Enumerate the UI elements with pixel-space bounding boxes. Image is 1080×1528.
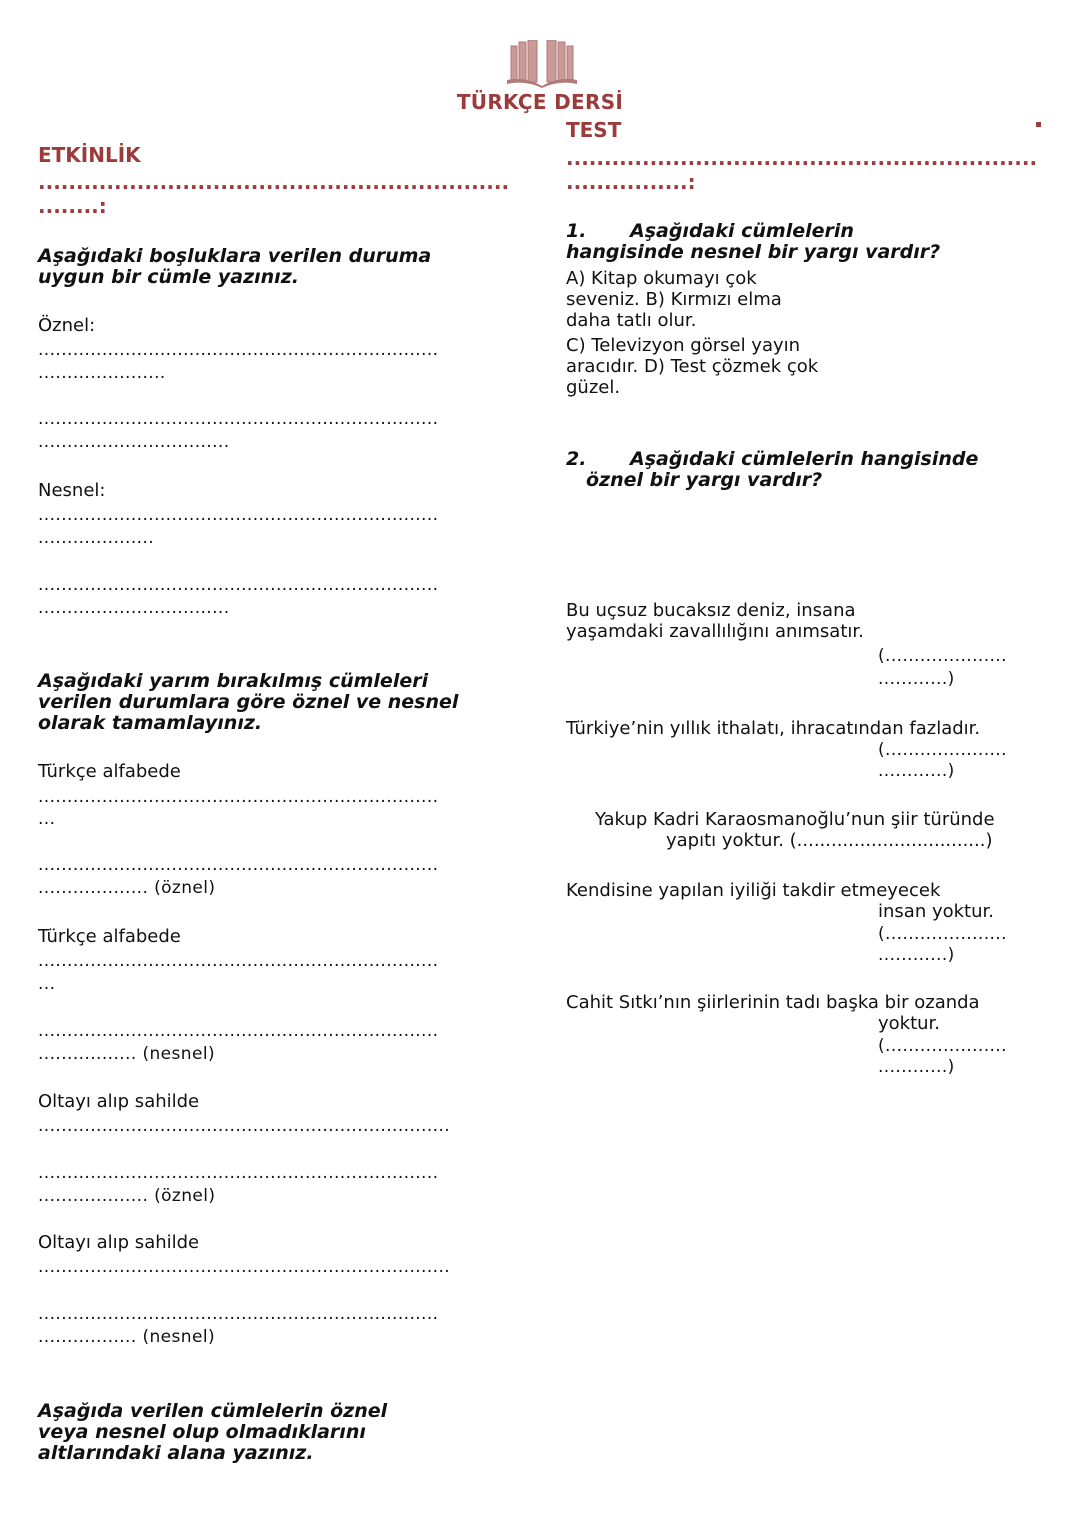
write-line-end: ... [38,809,56,829]
write-line-end: ................................. [38,598,230,618]
answer-blank[interactable]: (..................... [878,1036,1007,1056]
sentence-5: Cahit Sıtkı’nın şiirlerinin tadı başka bir ozanda [566,992,980,1013]
write-line-end: .................... [38,528,155,548]
sentence-5-cont: yoktur. [878,1013,941,1034]
question-number: 1. [566,220,587,242]
answer-blank[interactable]: (..................... [878,924,1007,944]
write-line-end: ................................. [38,432,230,452]
write-line[interactable]: ..................................................................... [38,340,439,360]
test-heading-dots-end: ................: [566,170,696,194]
activity-heading-dots: .............................................................. [38,170,510,194]
answer-blank-end: ............) [878,945,955,965]
write-line-end: ... [38,974,56,994]
write-line-end: ...................... [38,363,166,383]
instruction-1: Aşağıdaki boşluklara verilen duruma uygun bir cümle yazınız. [38,245,432,288]
item-prompt: Türkçe alfabede [38,926,181,947]
label-oznel: Öznel: [38,315,96,336]
question-2 [566,449,978,470]
label-nesnel: Nesnel: [38,480,106,501]
item-prompt: Oltayı alıp sahilde [38,1232,200,1253]
question-2-cont: öznel bir yargı vardır? [586,469,823,491]
write-line[interactable]: ..................................................................... [38,1021,439,1041]
test-heading-dots: .............................................................. [566,146,1038,170]
write-line[interactable]: ..................................................................... [38,855,439,875]
question-1-options-ab: A) Kitap okumayı çok seveniz. B) Kırmızı elma daha tatlı olur. [566,268,782,331]
answer-blank-end: ............) [878,1057,955,1077]
item-prompt: Oltayı alıp sahilde [38,1091,200,1112]
question-text: Aşağıdaki cümlelerin hangisinde [630,448,979,470]
write-line[interactable]: ..................................................................... [38,505,439,525]
write-line[interactable]: ....................................................................... [38,1116,451,1136]
write-line-label: ................... (öznel) [38,878,216,898]
question-number: 2. [566,448,587,470]
test-heading: TEST [566,118,622,142]
answer-blank-end: ............) [878,669,955,689]
question-1 [566,221,854,242]
answer-blank[interactable]: (..................... [878,740,1007,760]
write-line[interactable]: ..................................................................... [38,1304,439,1324]
write-line[interactable]: ..................................................................... [38,951,439,971]
write-line[interactable]: ..................................................................... [38,787,439,807]
sentence-4-cont: insan yoktur. [878,901,994,922]
question-text: Aşağıdaki cümlelerin [630,220,854,242]
item-prompt: Türkçe alfabede [38,761,181,782]
write-line[interactable]: ..................................................................... [38,575,439,595]
open-book-icon [505,40,579,88]
activity-heading-dots-end: ........: [38,194,107,218]
write-line[interactable]: ..................................................................... [38,409,439,429]
instruction-3: Aşağıda verilen cümlelerin öznel veya nesnel olup olmadıklarını altlarındaki alana yazınız. [38,1400,388,1464]
corner-dot [1036,122,1041,127]
answer-blank[interactable]: (..................... [878,646,1007,666]
sentence-3-blank[interactable]: yapıtı yoktur. (.................................) [666,830,993,851]
question-1-cont: hangisinde nesnel bir yargı vardır? [566,241,941,263]
write-line-label: ................... (öznel) [38,1186,216,1206]
write-line[interactable]: ..................................................................... [38,1163,439,1183]
question-1-options-cd: C) Televizyon görsel yayın aracıdır. D) Test çözmek çok güzel. [566,335,819,398]
answer-blank-end: ............) [878,761,955,781]
sentence-4: Kendisine yapılan iyiliği takdir etmeyecek [566,880,941,901]
write-line-label: ................. (nesnel) [38,1327,215,1347]
sentence-2: Türkiye’nin yıllık ithalatı, ihracatından fazladır. [566,718,981,739]
brand-title: TÜRKÇE DERSİ [456,90,624,114]
instruction-2: Aşağıdaki yarım bırakılmış cümleleri verilen durumlara göre öznel ve nesnel olarak tamamlayınız. [38,670,459,734]
write-line-label: ................. (nesnel) [38,1044,215,1064]
write-line[interactable]: ....................................................................... [38,1257,451,1277]
sentence-1: Bu uçsuz bucaksız deniz, insana yaşamdaki zavallılığını anımsatır. [566,600,864,642]
sentence-3: Yakup Kadri Karaosmanoğlu’nun şiir türünde [595,809,995,830]
activity-heading: ETKİNLİK [38,143,141,167]
